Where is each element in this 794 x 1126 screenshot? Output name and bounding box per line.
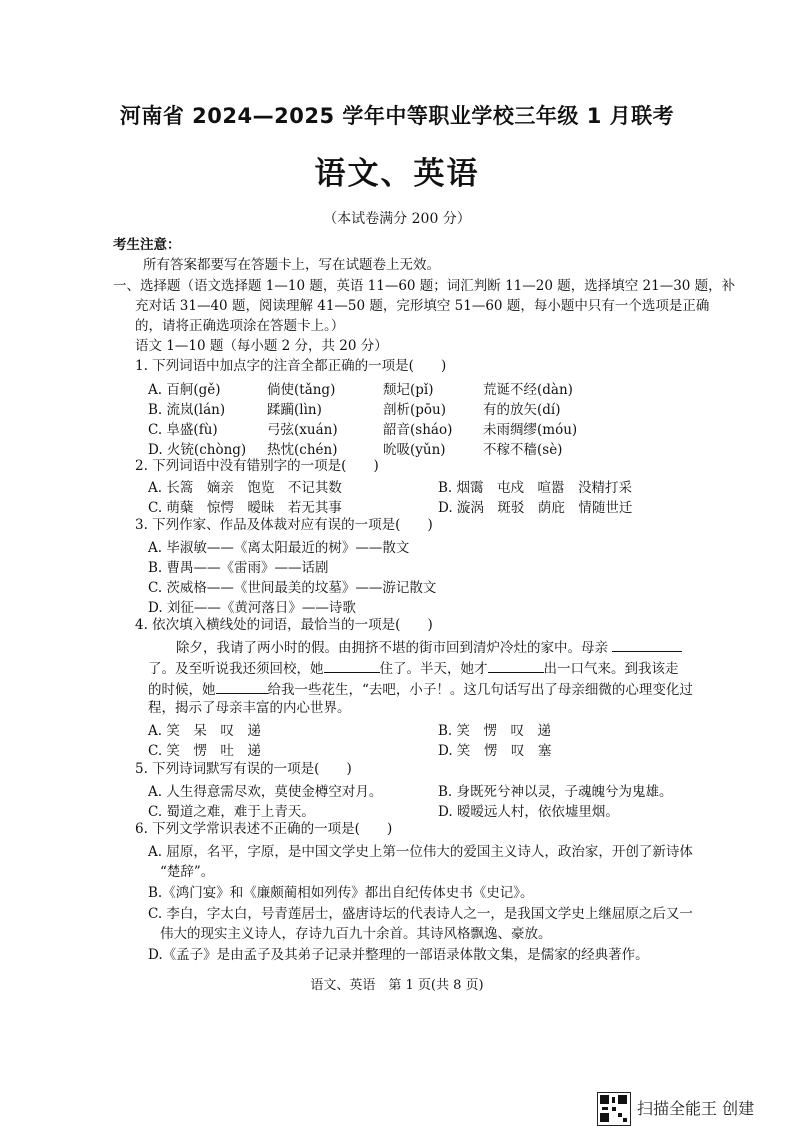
q1-row-d-1: D. 火铳(chòng)	[148, 442, 247, 458]
q4-passage-text: 给我一些花生，“去吧，小子！。这几句话写出了母亲细微的心理变化过	[267, 682, 693, 698]
page-footer: 语文、英语 第 1 页(共 8 页)	[310, 978, 484, 993]
q5-stem: 5. 下列诗词默写有误的一项是( )	[135, 761, 352, 777]
answer-blank	[488, 658, 544, 673]
q5-option-c: C. 蜀道之难，难于上青天。	[148, 804, 315, 820]
q6-stem: 6. 下列文学常识表述不正确的一项是( )	[135, 821, 393, 837]
q1-row-b-2: 蹂躏(lìn)	[267, 402, 322, 418]
q1-row-a-2: 倘使(tǎng)	[267, 382, 336, 398]
section-intro-line-1: 一、选择题（语文选择题 1—10 题，英语 11—60 题；词汇判断 11—20 题，选择填空 21—30 题，补	[113, 278, 736, 294]
q5-option-a: A. 人生得意需尽欢，莫使金樽空对月。	[148, 784, 383, 800]
section-intro-line-2: 充对话 31—40 题，阅读理解 41—50 题，完形填空 51—60 题，每小题中只有一个选项是正确	[135, 298, 710, 314]
q1-row-c-1: C. 阜盛(fù)	[148, 422, 218, 438]
q4-passage-text: 除夕，我请了两小时的假。由拥挤不堪的街市回到清炉冷灶的家中。母亲	[176, 640, 608, 656]
q2-option-a: A. 长篙 嫡亲 饱览 不记其数	[148, 480, 342, 496]
q4-option-a: A. 笑 呆 叹 递	[148, 723, 261, 739]
scanner-watermark: 扫描全能王 创建	[637, 1099, 755, 1118]
q1-row-c-3: 韶音(sháo)	[383, 422, 453, 438]
q3-option-a: A. 毕淑敏——《离太阳最近的树》——散文	[148, 540, 410, 556]
answer-blank	[324, 658, 380, 673]
q1-stem: 1. 下列词语中加点字的注音全都正确的一项是( )	[135, 358, 447, 374]
q1-row-c-2: 弓弦(xuán)	[267, 422, 338, 438]
qr-code-icon	[597, 1092, 631, 1126]
q2-option-d: D. 漩涡 斑驳 荫庇 情随世迁	[438, 500, 633, 516]
q3-option-b: B. 曹禺——《雷雨》——话剧	[148, 560, 329, 576]
notice-heading: 考生注意：	[113, 237, 181, 253]
q4-passage-line-1	[176, 637, 682, 658]
q3-option-c: C. 茨威格——《世间最美的坟墓》——游记散文	[148, 580, 437, 596]
q1-row-d-4: 不稼不穑(sè)	[483, 442, 563, 458]
q4-option-d: D. 笑 愣 叹 塞	[438, 743, 552, 759]
q1-row-b-4: 有的放矢(dí)	[483, 402, 561, 418]
q6-option-c-line-1: C. 李白，字太白，号青莲居士，盛唐诗坛的代表诗人之一，是我国文学史上继屈原之后又一	[148, 906, 693, 922]
q1-row-a-3: 颓圮(pǐ)	[383, 382, 434, 398]
q1-row-a-1: A. 百舸(gě)	[148, 382, 221, 398]
q4-passage-text: 了。及至听说我还须回校，她	[148, 661, 324, 677]
answer-blank	[612, 637, 682, 652]
q1-row-a-4: 荒诞不经(dàn)	[483, 382, 573, 398]
q5-option-d: D. 暧暧远人村，依依墟里烟。	[438, 804, 619, 820]
q6-option-a-line-2: “楚辞”。	[160, 864, 215, 880]
section-intro-line-3: 的，请将正确选项涂在答题卡上。）	[135, 318, 345, 334]
q4-passage-line-3	[148, 679, 693, 700]
q4-passage-line-2	[148, 658, 679, 679]
q4-stem: 4. 依次填入横线处的词语，最恰当的一项是( )	[135, 617, 433, 633]
q6-option-a-line-1: A. 屈原，名平，字原，是中国文学史上第一位伟大的爱国主义诗人，政治家，开创了新诗体	[148, 844, 693, 860]
q1-row-c-4: 未雨绸缪(móu)	[483, 422, 578, 438]
q5-option-b: B. 身既死兮神以灵，子魂魄兮为鬼雄。	[438, 784, 673, 800]
q1-row-b-1: B. 流岚(lán)	[148, 402, 226, 418]
q2-stem: 2. 下列词语中没有错别字的一项是( )	[135, 458, 379, 474]
answer-blank	[216, 679, 268, 694]
q1-row-d-2: 热忱(chén)	[267, 442, 338, 458]
q6-option-c-line-2: 伟大的现实主义诗人，存诗九百九十余首。其诗风格飘逸、豪放。	[160, 926, 552, 942]
full-score-note: （本试卷满分 200 分）	[323, 211, 471, 227]
q1-row-d-3: 吮吸(yǔn)	[383, 442, 446, 458]
q6-option-b: B.《鸿门宴》和《廉颇蔺相如列传》都出自纪传体史书《史记》。	[148, 885, 534, 901]
q3-stem: 3. 下列作家、作品及体裁对应有误的一项是( )	[135, 517, 433, 533]
notice-text: 所有答案都要写在答题卡上，写在试题卷上无效。	[143, 257, 440, 273]
q4-passage-text: 的时候，她	[148, 682, 216, 698]
q4-option-c: C. 笑 愣 吐 递	[148, 743, 261, 759]
q2-option-b: B. 烟霭 屯戍 喧嚣 没精打采	[438, 480, 633, 496]
q1-row-b-3: 剖析(pōu)	[383, 402, 446, 418]
q3-option-d: D. 刘征——《黄河落日》——诗歌	[148, 600, 356, 616]
q6-option-d: D.《孟子》是由孟子及其弟子记录并整理的一部语录体散文集，是儒家的经典著作。	[148, 947, 649, 963]
section-subheading: 语文 1—10 题（每小题 2 分，共 20 分）	[135, 338, 388, 354]
q2-option-c: C. 萌蘖 惊愕 暧昧 若无其事	[148, 500, 342, 516]
exam-title: 河南省 2024—2025 学年中等职业学校三年级 1 月联考	[119, 104, 675, 128]
subject-title: 语文、英语	[314, 156, 480, 192]
q4-passage-line-4: 程，揭示了母亲丰富的内心世界。	[148, 700, 351, 716]
q4-passage-text: 出一口气来。到我该走	[543, 661, 679, 677]
q4-passage-text: 住了。半天，她才	[379, 661, 488, 677]
q4-option-b: B. 笑 愣 叹 递	[438, 723, 552, 739]
